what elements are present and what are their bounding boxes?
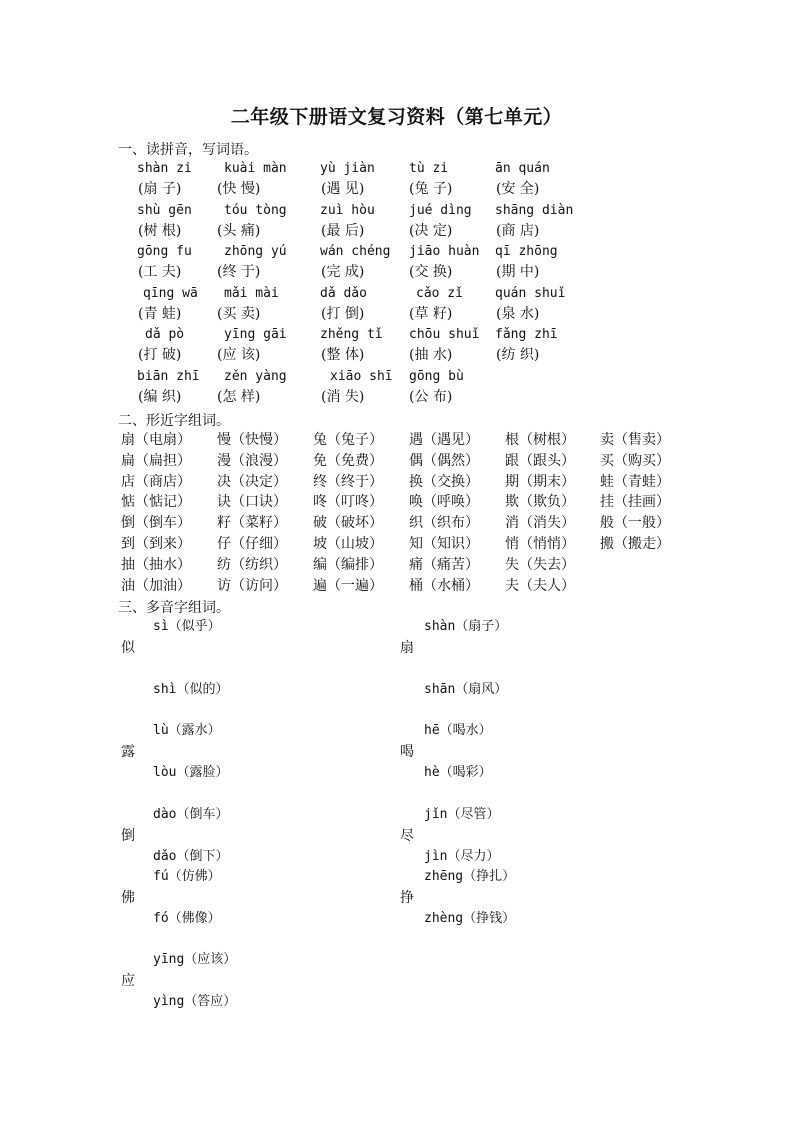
polyphone-char-8: 应 [121,973,135,989]
word-1-0: (树 根) [138,222,182,239]
similar-char-1-3: 偶（偶然） [409,452,479,469]
word-3-0: (青 蛙) [138,305,182,322]
polyphone-char-5: 尽 [400,828,414,844]
similar-char-7-0: 油（加油） [121,577,191,594]
similar-char-3-4: 欺（欺负） [505,494,575,511]
word-3-2: (打 倒) [321,305,365,322]
similar-char-2-5: 蛙（青蛙） [600,473,670,490]
pinyin-2-2: wán chéng [320,244,391,260]
similar-char-7-4: 夫（夫人） [505,577,575,594]
word-3-3: (草 籽) [409,305,453,322]
pinyin-1-1: tóu tòng [224,202,287,218]
word-5-0: (编 织) [138,389,182,405]
word-3-4: (泉 水) [496,305,540,322]
pinyin-5-2: xiāo shī [330,369,393,384]
word-4-3: (抽 水) [409,347,453,364]
polyphone-0-a: sì（似乎） [153,619,221,634]
pinyin-2-3: jiāo huàn [409,244,480,260]
polyphone-4-b: dǎo（倒下） [153,849,229,864]
word-2-1: (终 于) [217,264,261,281]
word-0-3: (兔 子) [409,181,453,197]
similar-char-2-2: 终（终于） [313,473,383,490]
similar-char-1-2: 免（免费） [313,452,383,469]
polyphone-5-a: jǐn（尽管） [424,807,500,822]
similar-char-0-1: 慢（快慢） [217,432,287,448]
word-1-3: (决 定) [409,222,453,239]
pinyin-0-3: tù zi [409,161,449,176]
pinyin-1-3: jué dìng [409,202,472,218]
word-2-3: (交 换) [409,264,453,281]
similar-char-0-5: 卖（售卖） [600,432,670,448]
page-title: 二年级下册语文复习资料（第七单元） [230,106,563,128]
similar-char-7-1: 访（访问） [217,577,287,594]
pinyin-0-4: ān quán [495,161,550,176]
similar-char-4-3: 织（织布） [409,515,479,532]
pinyin-2-4: qī zhōng [495,244,558,260]
word-4-4: (纺 织) [496,347,540,364]
polyphone-1-a: shàn（扇子） [424,619,508,634]
similar-char-4-4: 消（消失） [505,515,575,532]
word-0-0: (扇 子) [138,181,182,197]
similar-char-6-0: 抽（抽水） [121,556,191,573]
similar-char-0-4: 根（树根） [505,432,575,448]
pinyin-0-2: yù jiàn [320,161,375,176]
similar-char-3-2: 咚（叮咚） [313,494,383,511]
pinyin-4-3: chōu shuǐ [409,327,480,343]
polyphone-char-2: 露 [121,744,135,760]
similar-char-1-1: 漫（浪漫） [217,452,287,469]
polyphone-7-a: zhēng（挣扎） [424,869,516,884]
similar-char-1-0: 扁（扁担） [121,452,191,469]
pinyin-4-1: yīng gāi [224,327,287,343]
polyphone-6-a: fú（仿佛） [153,869,221,884]
pinyin-1-0: shù gēn [137,202,192,218]
similar-char-3-1: 诀（口诀） [217,494,287,511]
similar-char-6-4: 失（失去） [505,556,575,573]
section2-heading: 二、形近字组词。 [118,413,230,429]
similar-char-6-1: 纺（纺织） [217,556,287,573]
similar-char-6-3: 痛（痛苦） [409,556,479,573]
similar-char-7-3: 桶（水桶） [409,577,479,594]
similar-char-4-1: 籽（菜籽） [217,515,287,532]
similar-char-5-5: 搬（搬走） [600,536,670,552]
section1-heading: 一、读拼音，写词语。 [118,142,258,158]
similar-char-2-3: 换（交换） [409,473,479,490]
similar-char-5-3: 知（知识） [409,536,479,552]
polyphone-5-b: jìn（尽力） [424,849,500,864]
similar-char-4-2: 破（破坏） [313,515,383,532]
pinyin-1-2: zuì hòu [320,202,375,218]
similar-char-2-4: 期（期末） [505,473,575,490]
pinyin-5-0: biān zhī [137,369,200,384]
pinyin-4-2: zhěng tǐ [320,327,383,343]
word-2-0: (工 夫) [138,264,182,281]
similar-char-2-1: 决（决定） [217,473,287,490]
pinyin-3-0: qīng wā [143,285,198,301]
pinyin-1-4: shāng diàn [495,202,574,218]
word-4-2: (整 体) [321,347,365,364]
polyphone-7-b: zhèng（挣钱） [424,911,516,926]
word-2-4: (期 中) [496,264,540,281]
pinyin-0-0: shàn zi [137,161,192,176]
polyphone-6-b: fó（佛像） [153,911,221,926]
word-4-1: (应 该) [217,347,261,364]
polyphone-char-6: 佛 [121,890,135,906]
word-5-1: (怎 样) [217,389,261,405]
similar-char-4-0: 倒（倒车） [121,515,191,532]
polyphone-2-b: lòu（露脸） [153,765,229,780]
word-0-2: (遇 见) [321,181,365,197]
similar-char-4-5: 般（一般） [600,515,670,532]
polyphone-char-7: 挣 [400,890,414,906]
similar-char-0-3: 遇（遇见） [409,432,479,448]
pinyin-4-0: dǎ pò [145,327,185,343]
word-1-4: (商 店) [496,222,540,239]
similar-char-2-0: 店（商店） [121,473,191,490]
pinyin-5-1: zěn yàng [224,369,287,384]
polyphone-2-a: lù（露水） [153,723,221,738]
similar-char-5-1: 仔（仔细） [217,536,287,552]
word-4-0: (打 破) [138,347,182,364]
pinyin-4-4: fǎng zhī [495,327,558,343]
polyphone-8-a: yīng（应该） [153,952,237,967]
similar-char-7-2: 遍（一遍） [313,577,383,594]
word-5-3: (公 布) [409,389,453,405]
polyphone-char-4: 倒 [121,828,135,844]
polyphone-8-b: yìng（答应） [153,994,237,1009]
similar-char-5-2: 坡（山坡） [313,536,383,552]
pinyin-0-1: kuài màn [224,161,287,176]
polyphone-1-b: shān（扇风） [424,682,508,697]
similar-char-1-4: 跟（跟头） [505,452,575,469]
similar-char-0-2: 兔（兔子） [313,432,383,448]
word-0-1: (快 慢) [217,181,261,197]
similar-char-3-5: 挂（挂画） [600,494,670,511]
polyphone-char-1: 扇 [400,640,414,656]
polyphone-char-0: 似 [121,640,135,656]
similar-char-3-0: 惦（惦记） [121,494,191,511]
polyphone-3-b: hè（喝彩） [424,765,492,780]
word-1-2: (最 后) [321,222,365,239]
word-5-2: (消 失) [321,389,365,405]
similar-char-6-2: 编（编排） [313,556,383,573]
pinyin-2-0: gōng fu [137,244,192,260]
pinyin-3-2: dǎ dǎo [320,285,367,301]
similar-char-5-4: 悄（悄悄） [505,536,575,552]
word-2-2: (完 成) [321,264,365,281]
word-0-4: (安 全) [496,181,540,197]
polyphone-3-a: hē（喝水） [424,723,492,738]
pinyin-3-4: quán shuǐ [495,285,566,301]
similar-char-5-0: 到（到来） [121,536,191,552]
similar-char-1-5: 买（购买） [600,452,670,469]
similar-char-0-0: 扇（电扇） [121,432,191,448]
pinyin-2-1: zhōng yú [224,244,287,260]
polyphone-0-b: shì（似的） [153,682,229,697]
pinyin-5-3: gōng bù [409,369,464,384]
similar-char-3-3: 唤（呼唤） [409,494,479,511]
pinyin-3-1: mǎi mài [224,285,279,301]
pinyin-3-3: cǎo zǐ [416,285,463,301]
word-3-1: (买 卖) [217,305,261,322]
word-1-1: (头 痛) [217,222,261,239]
section3-heading: 三、多音字组词。 [118,600,230,616]
polyphone-char-3: 喝 [400,744,414,760]
polyphone-4-a: dào（倒车） [153,807,229,822]
